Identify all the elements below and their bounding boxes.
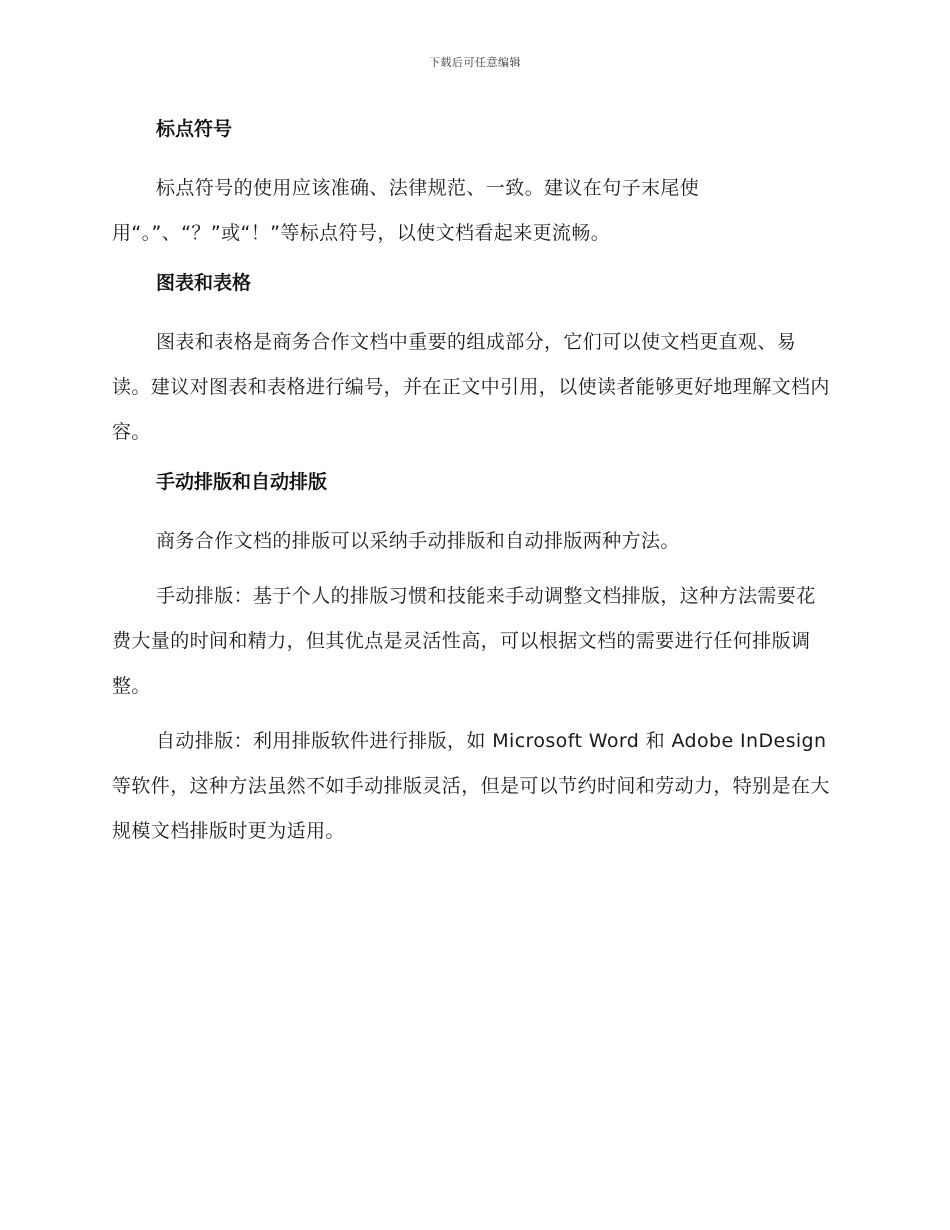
paragraph-layout-intro: 商务合作文档的排版可以采纳手动排版和自动排版两种方法。 — [156, 530, 680, 552]
page-header-note: 下载后可任意编辑 — [429, 56, 521, 69]
paragraph-manual-layout: 手动排版：基于个人的排版习惯和技能来手动调整文档排版，这种方法需要花费大量的时间和精力，但其优点是灵活性高，可以根据文档的需要进行任何排版调整。 — [112, 585, 816, 697]
paragraph-charts-tables: 图表和表格是商务合作文档中重要的组成部分，它们可以使文档更直观、易读。建议对图表和表格进行编号，并在正文中引用，以使读者能够更好地理解文档内容。 — [112, 331, 830, 443]
paragraph-automatic-layout: 自动排版：利用排版软件进行排版，如 Microsoft Word 和 Adobe InDesign 等软件，这种方法虽然不如手动排版灵活，但是可以节约时间和劳动力，特别是在大规模文档排版时更为适用。 — [112, 730, 830, 842]
document-body — [112, 112, 834, 854]
heading-punctuation: 标点符号 — [156, 118, 233, 140]
heading-layout: 手动排版和自动排版 — [156, 471, 328, 493]
heading-charts-tables: 图表和表格 — [156, 272, 252, 294]
paragraph-punctuation: 标点符号的使用应该准确、法律规范、一致。建议在句子末尾使用“。”、“？”或“！”等标点符号，以使文档看起来更流畅。 — [112, 177, 700, 244]
